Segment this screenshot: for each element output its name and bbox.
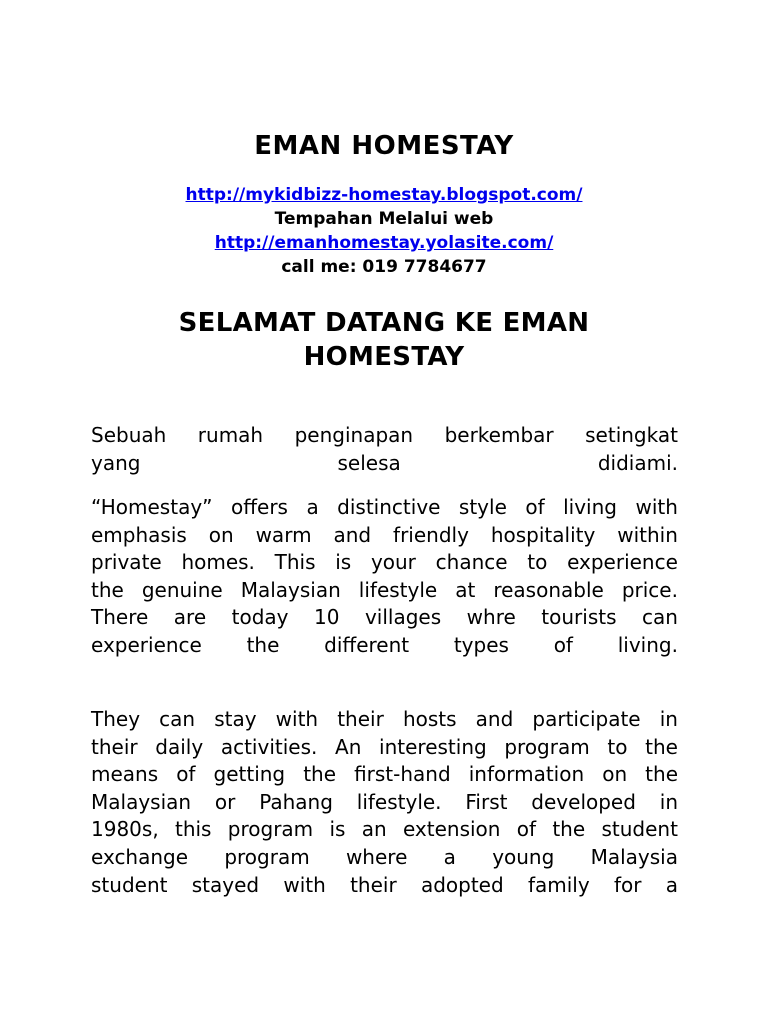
paragraph-line: experience the different types of living.: [91, 632, 678, 657]
document-title: EMAN HOMESTAY: [254, 131, 514, 161]
paragraph-line: the genuine Malaysian lifestyle at reasonable price.: [91, 577, 678, 602]
paragraph-line: yang selesa didiami.: [91, 450, 678, 475]
paragraph-homestay: [91, 494, 678, 660]
paragraph-intro: [91, 422, 678, 477]
paragraph-line: exchange program where a young Malaysia: [91, 844, 678, 869]
paragraph-line: their daily activities. An interesting program to the: [91, 734, 678, 759]
paragraph-hosts: [91, 706, 678, 899]
booking-label: Tempahan Melalui web: [274, 209, 494, 229]
paragraph-line: They can stay with their hosts and participate in: [91, 707, 678, 731]
paragraph-line: private homes. This is your chance to experience: [91, 550, 678, 575]
paragraph-line: “Homestay” offers a distinctive style of living with: [91, 495, 678, 519]
paragraph-line: 1980s, this program is an extension of the student: [91, 817, 678, 842]
paragraph-line: emphasis on warm and friendly hospitality within: [91, 522, 678, 547]
blog-link[interactable]: http://mykidbizz-homestay.blogspot.com/: [185, 185, 583, 205]
welcome-heading-line-2: HOMESTAY: [303, 342, 465, 372]
paragraph-line: Sebuah rumah penginapan berkembar setingkat: [91, 423, 678, 447]
phone-number: call me: 019 7784677: [281, 257, 487, 277]
paragraph-line: student stayed with their adopted family for a: [91, 872, 678, 897]
paragraph-line: There are today 10 villages whre tourists can: [91, 605, 678, 630]
welcome-heading-line-1: SELAMAT DATANG KE EMAN: [178, 308, 590, 338]
site-link[interactable]: http://emanhomestay.yolasite.com/: [214, 233, 554, 253]
welcome-heading: [0, 306, 768, 374]
contact-block: [0, 183, 768, 279]
paragraph-line: Malaysian or Pahang lifestyle. First developed in: [91, 789, 678, 814]
paragraph-line: means of getting the first-hand information on the: [91, 762, 678, 787]
